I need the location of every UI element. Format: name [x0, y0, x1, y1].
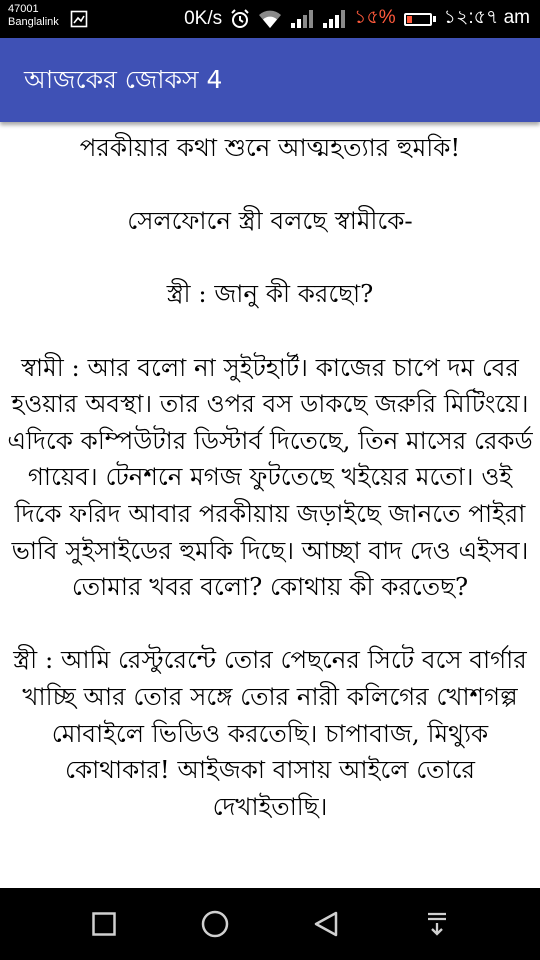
- wifi-icon: [258, 9, 282, 29]
- sim-icon: [70, 10, 88, 32]
- app-title: আজকের জোকস 4: [24, 65, 223, 94]
- joke-content[interactable]: [0, 122, 540, 888]
- signal-icon: [290, 9, 314, 29]
- carrier-code: 47001: [8, 3, 39, 15]
- network-speed: 0K/s: [184, 8, 223, 29]
- carrier-info: [8, 3, 59, 29]
- clock: ১২:৫৭ am: [443, 7, 530, 28]
- notification-pull-icon[interactable]: [407, 894, 467, 954]
- app-bar: [0, 38, 540, 122]
- battery-percent: ১৫%: [354, 7, 396, 28]
- battery-icon: [404, 13, 436, 26]
- back-icon[interactable]: [296, 894, 356, 954]
- alarm-icon: [230, 9, 250, 29]
- joke-text: পরকীয়ার কথা শুনে আত্মহত্যার হুমকি! সেলফোনে স্ত্রী বলছে স্বামীকে- স্ত্রী : জানু কী করছো? স্বামী : আর বলো না সুইটহার্ট। কাজের চাপে দম বের হওয়ার অবস্থা। তার ওপর বস ডাকছে জরুরি মিটিংয়ে। এদিকে কম্পিউটার ডিস্টার্ব দিতেছে, তিন মাসের রেকর্ড গায়েব। টেনশনে মগজ ফুটতেছে খইয়ের মতো। ওই দিকে ফরিদ আবার পরকীয়ায় জড়াইছে জানতে পাইরা ভাবি সুইসাইডের হুমকি দিছে। আচ্ছা বাদ দেও এইসব। তোমার খবর বলো? কোথায় কী করতেছ? স্ত্রী : আমি রেস্টুরেন্টে তোর পেছনের সিটে বসে বার্গার খাচ্ছি আর তোর সঙ্গে তোর নারী কলিগের খোশগল্প মোবাইলে ভিডিও করতেছি। চাপাবাজ, মিথ্যুক কোথাকার! আইজকা বাসায় আইলে তোরে দেখাইতাছি।: [7, 133, 533, 821]
- signal-icon: [322, 9, 346, 29]
- recents-icon[interactable]: [74, 894, 134, 954]
- carrier-name: Banglalink: [8, 16, 59, 28]
- navigation-bar: [0, 888, 540, 960]
- home-icon[interactable]: [185, 894, 245, 954]
- status-bar: [0, 0, 540, 38]
- status-icons: [184, 0, 530, 38]
